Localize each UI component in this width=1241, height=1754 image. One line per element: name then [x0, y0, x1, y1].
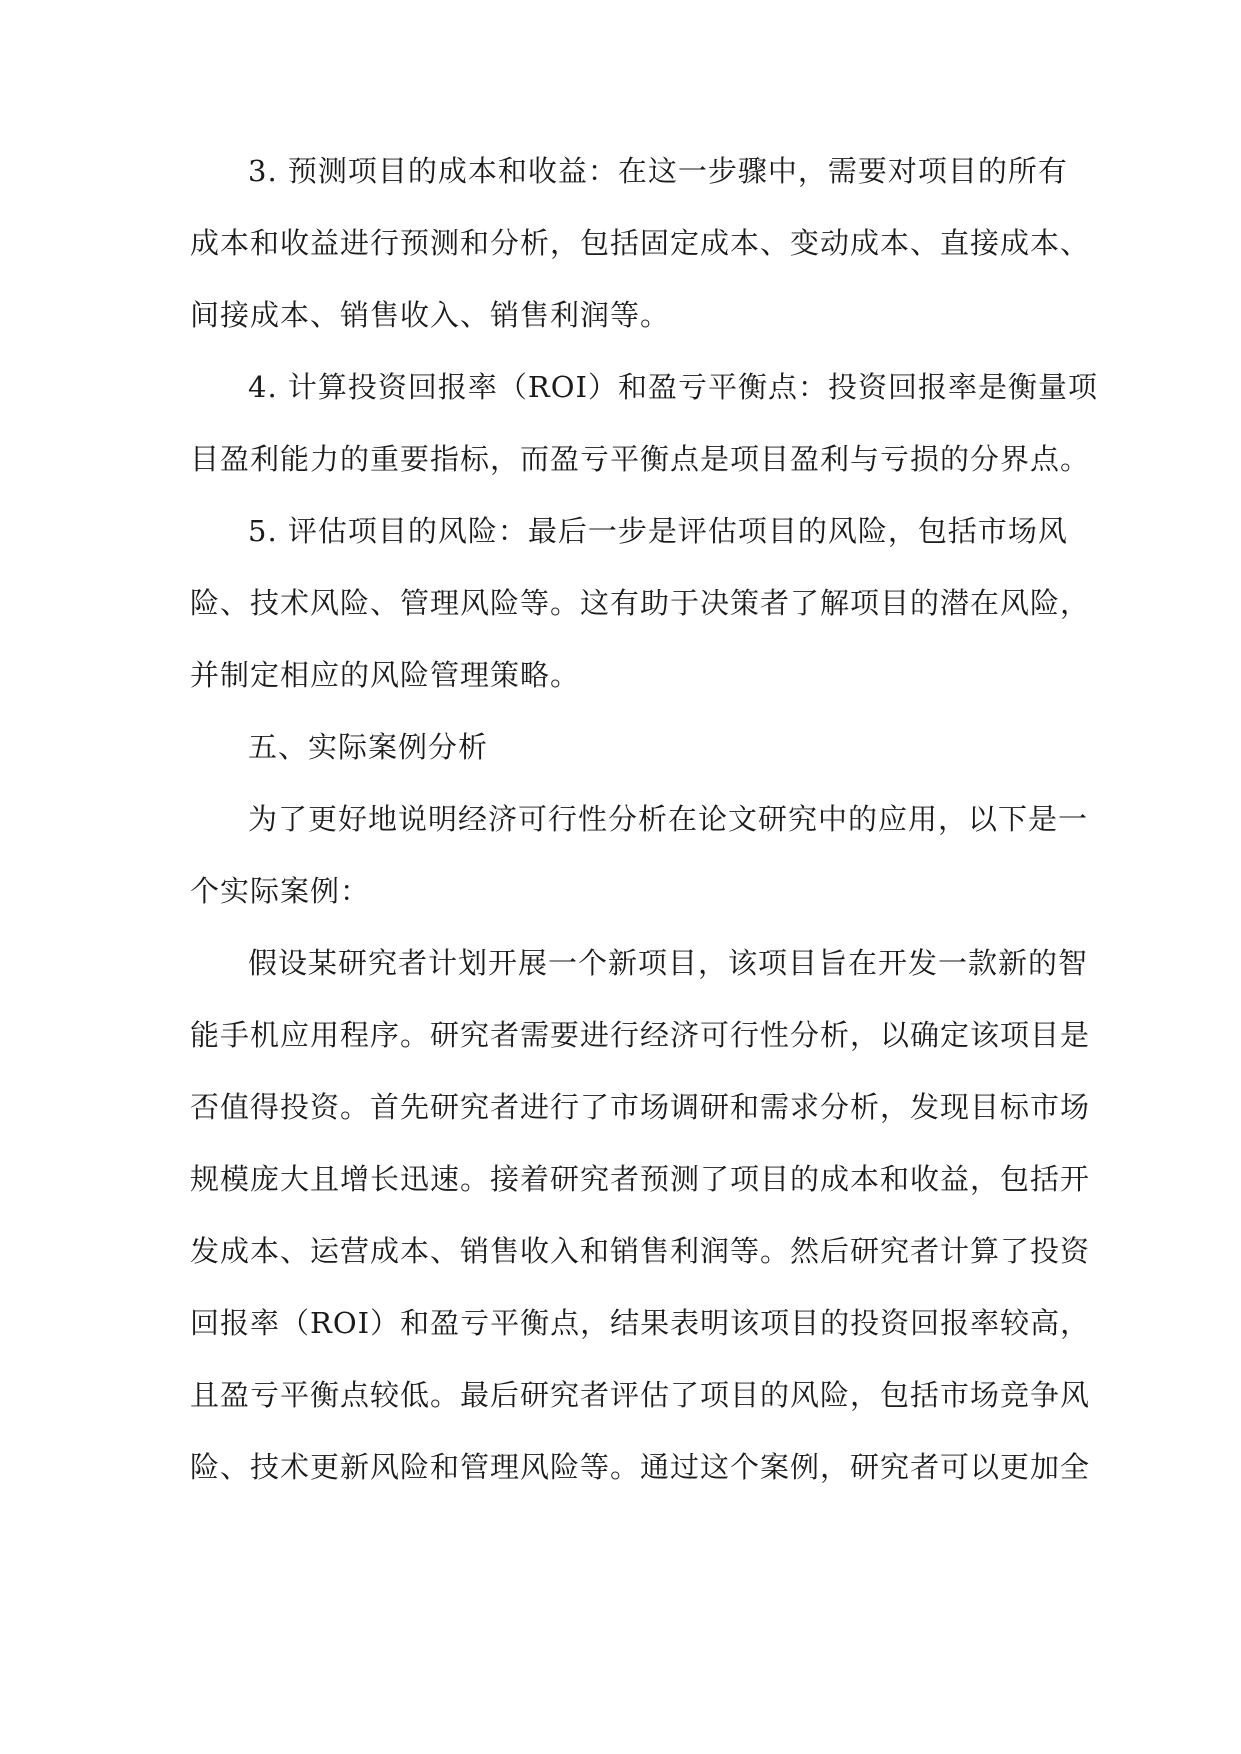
paragraph-line: 能手机应用程序。研究者需要进行经济可行性分析，以确定该项目是 — [190, 1018, 1091, 1052]
paragraph-line: 且盈亏平衡点较低。最后研究者评估了项目的风险，包括市场竞争风 — [190, 1378, 1091, 1412]
paragraph-line: 3. 预测项目的成本和收益：在这一步骤中，需要对项目的所有 — [248, 154, 1068, 188]
paragraph-line: 4. 计算投资回报率（ROI）和盈亏平衡点：投资回报率是衡量项 — [248, 370, 1098, 404]
paragraph-line: 目盈利能力的重要指标，而盈亏平衡点是项目盈利与亏损的分界点。 — [190, 442, 1091, 476]
paragraph-line: 5. 评估项目的风险：最后一步是评估项目的风险，包括市场风 — [248, 514, 1068, 548]
paragraph-line: 险、技术更新风险和管理风险等。通过这个案例，研究者可以更加全 — [190, 1450, 1091, 1484]
paragraph-line: 间接成本、销售收入、销售利润等。 — [190, 298, 671, 332]
paragraph-line: 发成本、运营成本、销售收入和销售利润等。然后研究者计算了投资 — [190, 1234, 1091, 1268]
paragraph-line: 为了更好地说明经济可行性分析在论文研究中的应用，以下是一 — [248, 802, 1089, 836]
paragraph-line: 假设某研究者计划开展一个新项目，该项目旨在开发一款新的智 — [248, 946, 1089, 980]
paragraph-line: 成本和收益进行预测和分析，包括固定成本、变动成本、直接成本、 — [190, 226, 1091, 260]
paragraph-line: 险、技术风险、管理风险等。这有助于决策者了解项目的潜在风险， — [190, 586, 1091, 620]
paragraph-line: 回报率（ROI）和盈亏平衡点，结果表明该项目的投资回报率较高， — [190, 1306, 1091, 1340]
paragraph-line: 规模庞大且增长迅速。接着研究者预测了项目的成本和收益，包括开 — [190, 1162, 1091, 1196]
paragraph-line: 否值得投资。首先研究者进行了市场调研和需求分析，发现目标市场 — [190, 1090, 1091, 1124]
paragraph-line: 个实际案例： — [190, 874, 371, 908]
section-heading: 五、实际案例分析 — [248, 730, 489, 764]
paragraph-line: 并制定相应的风险管理策略。 — [190, 658, 581, 692]
